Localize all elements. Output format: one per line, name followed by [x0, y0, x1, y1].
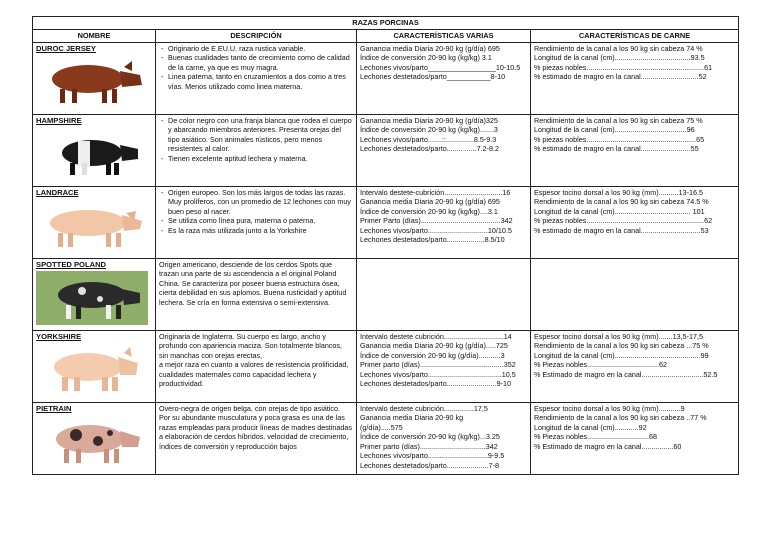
desc-cell: [156, 330, 357, 402]
landrace-pig-image: [36, 199, 148, 253]
table-row: [33, 42, 739, 114]
carne-cell: [531, 186, 739, 258]
varias-cell: [357, 186, 531, 258]
desc-cell: [156, 258, 357, 330]
varias-line: Lechones destetados/parto.....................7-8: [360, 460, 500, 470]
breeds-table: [32, 16, 739, 475]
carne-line: Rendimiento de la canal a los 90 kg sin cabeza 75 %: [534, 115, 703, 125]
carne-cell: [531, 114, 739, 186]
desc-line: - Originario de E.EU.U. raza rustica variable.: [168, 44, 353, 54]
varias-line: Ganancia media Diaria 20-90 kg (g/día) 695: [360, 197, 500, 207]
varias-line: Lechones vivos/parto_________________10-10.5: [360, 62, 521, 72]
varias-cell: [357, 42, 531, 114]
carne-line: Espesor tocino dorsal a los 90 kg (mm).......13,5-17,5: [534, 331, 703, 341]
varias-line: Primer parto (días).................................342: [360, 441, 498, 451]
varias-line: Intervalo destete cubrición...............17,5: [360, 403, 488, 413]
varias-line: Lechones destetados/parto___________8-10: [360, 72, 506, 82]
carne-line: % estimado de magro en la canal.............................52: [534, 72, 707, 82]
desc-cell: [156, 186, 357, 258]
table-row: [33, 114, 739, 186]
varias-line: Lechones vivos/parto.......::..............8.5-9.3: [360, 134, 497, 144]
breed-name: PIETRAIN: [36, 403, 72, 413]
varias-line: Ganancia media Diaria 20-90 kg (g/día) 695: [360, 43, 500, 53]
duroc-pig-image: [36, 55, 148, 109]
breed-name: LANDRACE: [36, 187, 79, 197]
carne-line: Longitud de la canal (cm)............92: [534, 422, 647, 432]
carne-line: Espesor tocino dorsal a los 90 kg (mm)..........13-16.5: [534, 187, 703, 197]
varias-line: Lechones vivos/parto..............................9-9.5: [360, 451, 505, 461]
varias-line: Índice de conversión 20-90 kg (kg/kg)...3.25: [360, 432, 500, 442]
header-descripcion: DESCRIPCIÓN: [156, 29, 357, 42]
header-carne: CARACTERÍSTICAS DE CARNE: [531, 29, 739, 42]
header-varias: CARACTERÍSTICAS VARIAS: [357, 29, 531, 42]
varias-cell: [357, 258, 531, 330]
carne-cell: [531, 42, 739, 114]
yorkshire-pig-image: [36, 343, 148, 397]
varias-line: Índice de conversión 20-90 kg (g/día)...........3: [360, 350, 505, 360]
desc-line: Originaria de Inglaterra. Su cuerpo es largo, ancho y profundo con apariencia maciza. Son totalmente blancos, sin manchas con orejas erectas,: [159, 331, 342, 360]
carne-cell: [531, 258, 739, 330]
desc-cell: [156, 42, 357, 114]
name-cell: [33, 330, 156, 402]
carne-cell: [531, 402, 739, 474]
carne-line: % piezas nobles.......................................................65: [534, 134, 705, 144]
carne-line: Longitud de la canal (cm)......................................93.5: [534, 53, 705, 63]
varias-line: Primer Parto (días)........................................342: [360, 216, 513, 226]
carne-line: % estimado de magro en la canal..............................53: [534, 225, 709, 235]
carne-line: % piezas nobles...........................................................61: [534, 62, 713, 72]
varias-line: Lechones destetados/parto...................8.5/10: [360, 235, 505, 245]
desc-line: - Linea paterna, tanto en cruzamientos a dos como a tres vías. Menos utilizado como linea materna.: [168, 72, 353, 91]
name-cell: [33, 402, 156, 474]
varias-line: Índice de conversión 20-90 kg (kg/kg).......3: [360, 125, 498, 135]
carne-line: Longitud de la canal (cm)....................................96: [534, 125, 695, 135]
hampshire-pig-image: [36, 127, 148, 181]
desc-cell: [156, 114, 357, 186]
varias-cell: [357, 402, 531, 474]
breed-name: DUROC JERSEY: [36, 43, 96, 53]
carne-line: Rendimiento de la canal a los 90 kg sin cabeza ...75 %: [534, 341, 709, 351]
carne-line: % piezas nobles...........................................................62: [534, 216, 713, 226]
carne-line: Rendimiento de la canal a los 90 kg sin cabeza 74 %: [534, 43, 703, 53]
varias-line: Índice de conversión 20-90 kg (kg/kg) 3.1: [360, 53, 492, 63]
carne-line: Rendimiento de la canal a los 90 kg sin cabeza ..77 %: [534, 413, 707, 423]
table-row: [33, 258, 739, 330]
table-row: [33, 330, 739, 402]
spotted-poland-pig-image: [36, 271, 148, 325]
varias-line: Intervalo destete-cubrición.............................16: [360, 187, 511, 197]
header-nombre: NOMBRE: [33, 29, 156, 42]
carne-line: % estimado de magro en la canal.........................55: [534, 144, 699, 154]
name-cell: [33, 42, 156, 114]
breed-name: SPOTTED POLAND: [36, 259, 107, 269]
breed-name: YORKSHIRE: [36, 331, 82, 341]
varias-line: Lechones vivos/parto..............................10/10.5: [360, 225, 512, 235]
varias-line: Intervalo destete cubrición..............................14: [360, 331, 512, 341]
carne-line: Longitud de la canal (cm)...................................... 101: [534, 206, 705, 216]
desc-line: - De color negro con una franja blanca que rodea el cuerpo y abarcando miembros anteriores. Presenta orejas del tipo asiático. Son animales rústicos, pero menos resistentes al calor.: [168, 116, 353, 154]
varias-line: Ganancia media Diaria 20-90 kg (g/día)325: [360, 115, 498, 125]
name-cell: [33, 114, 156, 186]
table-row: [33, 186, 739, 258]
name-cell: [33, 258, 156, 330]
desc-line: - Origen europeo. Son los más largos de todas las razas. Muy prolíferos, con un promedio de 12 lechones con muy buen peso al nacer.: [168, 188, 353, 217]
desc-line: Overo-negra de origen belga, con orejas de tipo asiático. Por su abundante musculatura y poca grasa es una de las razas empleadas para producir líneas de madres destinadas a elaboración de cerdos híbridos. velocidad de crecimiento, índices de conversión y reproducción bajos: [159, 403, 352, 451]
varias-line: Lechones destetados/parto........ ......7.2-8.2: [360, 144, 500, 154]
carne-line: % Estimado de magro en la canal................60: [534, 441, 682, 451]
varias-line: Lechones destetados/parto.........................9-10: [360, 379, 512, 389]
varias-line: (g/día).....575: [360, 422, 403, 432]
varias-line: Primer parto (días)..........................................352: [360, 360, 516, 370]
carne-line: % Piezas nobles...............................68: [534, 432, 658, 442]
varias-cell: [357, 114, 531, 186]
carne-line: % Piezas nobles....................................62: [534, 360, 668, 370]
varias-cell: [357, 330, 531, 402]
desc-line: Origen americano, desciende de los cerdos Spots que trazan una parte de su ascendencia a el original Poland China. Se caracteriza por poseer buena estructura ósea, cierta debilidad en sus aplomos. Buena rusticidad y aptitud lechera. Se cría en forma extensiva o semi-extensiva.: [159, 259, 347, 307]
table-title: RAZAS PORCINAS: [33, 17, 739, 30]
varias-line: Lechones vivos/parto.....................................10,5: [360, 369, 516, 379]
varias-line: Ganancia media Diaria 20-90 kg (g/día).....725: [360, 341, 508, 351]
desc-line: - Tienen excelente aptitud lechera y materna.: [168, 154, 353, 164]
desc-line: - Es la raza más utilizada junto a la Yorkshire: [168, 226, 353, 236]
name-cell: [33, 186, 156, 258]
carne-line: % Estimado de magro en la canal...............................52.5: [534, 369, 718, 379]
desc-line: - Buenas cualidades tanto de crecimiento como de calidad de la carne, ya que es muy magra.: [168, 53, 353, 72]
desc-line: - Se utiliza como línea pura, materna o paterna.: [168, 216, 353, 226]
varias-line: Ganancia media Diaria 20-90 kg: [360, 413, 464, 423]
carne-line: Rendimiento de la canal a los 90 kg sin cabeza 74.5 %: [534, 197, 709, 207]
desc-line: a mejor raza en cuanto a valores de resistencia prolificidad, cualidades maternales como capacidad lechera y productividad.: [159, 360, 349, 389]
carne-cell: [531, 330, 739, 402]
breed-name: HAMPSHIRE: [36, 115, 82, 125]
carne-line: Espesor tocino dorsal a los 90 kg (mm)...........9: [534, 403, 685, 413]
pietrain-pig-image: [36, 415, 148, 469]
desc-cell: [156, 402, 357, 474]
carne-line: Longitud de la canal (cm)...........................................99: [534, 350, 709, 360]
table-row: [33, 402, 739, 474]
varias-line: Índice de conversión 20-90 kg (kg/kg)....3.1: [360, 206, 498, 216]
